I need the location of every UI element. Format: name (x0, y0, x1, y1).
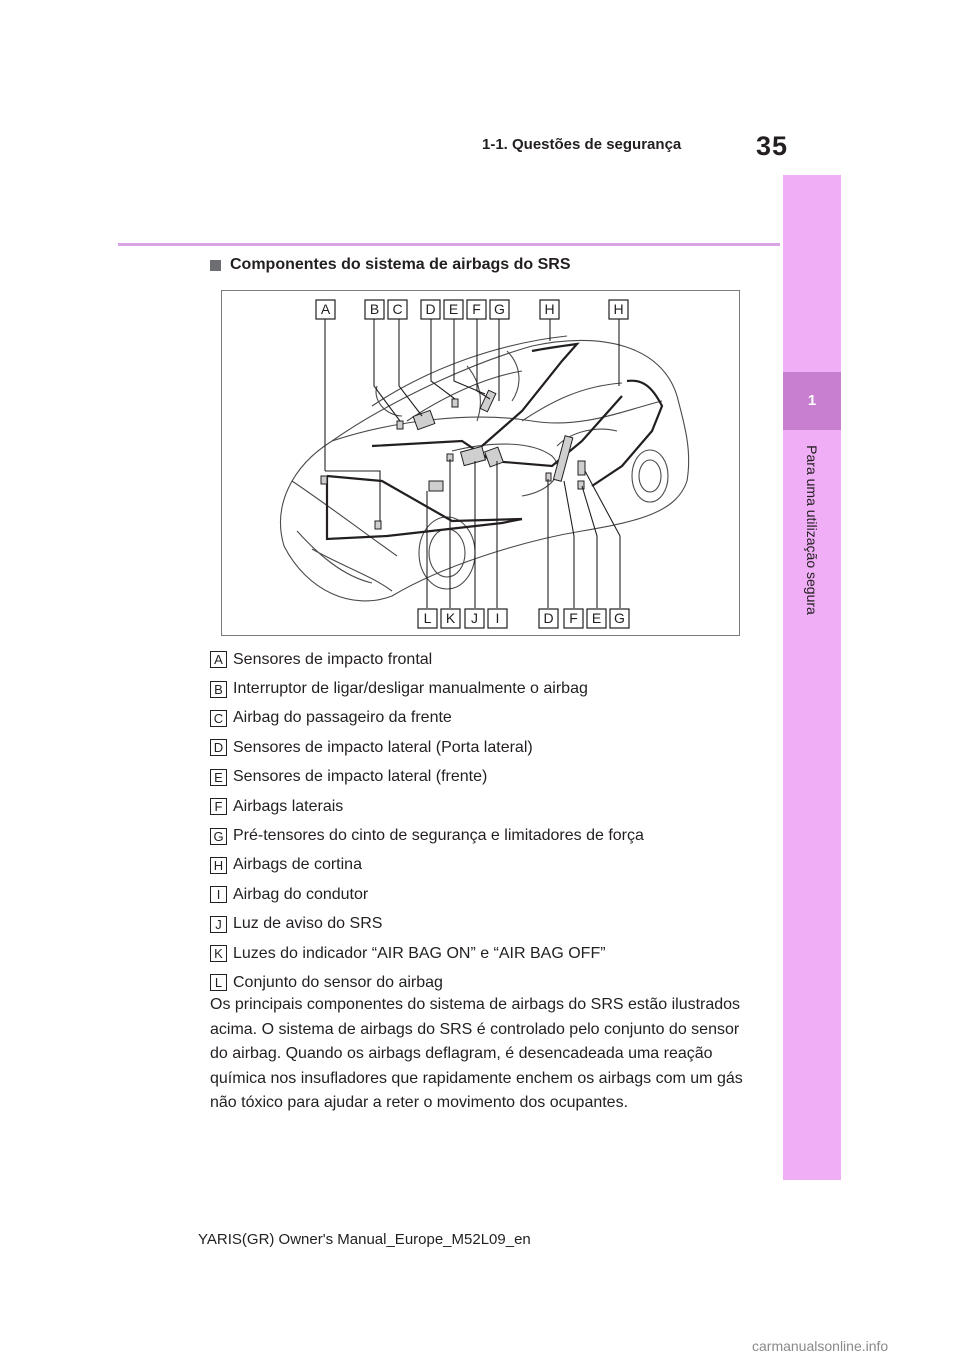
legend-item (210, 645, 770, 674)
body-paragraph: Os principais componentes do sistema de airbags do SRS estão ilustrados acima. O sistema de airbags do SRS é controlado pelo conjunto do sensor do airbag. Quando os airbags deflagram, é desencadeada uma reação química nos insufladores que rapidamente enchem os airbags com um gás não tóxico para ajudar a reter o movimento dos ocupantes. (210, 996, 743, 1111)
diagram-label-g (490, 300, 509, 319)
srs-wiring (327, 344, 662, 539)
heading-square-icon (210, 260, 221, 271)
diagram-label-i (488, 609, 507, 628)
legend-text: Interruptor de ligar/desligar manualmente o airbag (233, 680, 588, 698)
svg-text:E: E (591, 610, 602, 626)
legend-letter: F (210, 798, 227, 815)
legend-text: Airbags laterais (233, 797, 344, 815)
srs-diagram (221, 290, 740, 636)
svg-text:F: F (472, 301, 481, 317)
section-heading-text: Componentes do sistema de airbags do SRS (230, 256, 571, 273)
legend-item (210, 704, 770, 733)
legend-letter: A (210, 651, 227, 668)
legend-letter: D (210, 739, 227, 756)
svg-text:E: E (448, 301, 459, 317)
legend-item (210, 792, 770, 821)
legend-letter: K (210, 945, 227, 962)
legend-text: Airbag do passageiro da frente (233, 709, 452, 727)
svg-text:L: L (423, 610, 432, 626)
legend-letter: I (210, 886, 227, 903)
diagram-label-g-2 (610, 609, 629, 628)
diagram-label-a (316, 300, 335, 319)
legend-text: Luz de aviso do SRS (233, 915, 383, 933)
svg-text:B: B (369, 301, 380, 317)
section-title: 1-1. Questões de segurança (482, 136, 682, 153)
srs-components (321, 390, 585, 529)
diagram-label-e-2 (587, 609, 606, 628)
diagram-label-j (465, 609, 484, 628)
chapter-side-tab (783, 175, 841, 1180)
legend-text: Sensores de impacto lateral (Porta lateral) (233, 738, 533, 756)
chapter-number: 1 (807, 392, 817, 409)
legend-item (210, 939, 770, 968)
legend-item (210, 674, 770, 703)
legend-text: Sensores de impacto lateral (frente) (233, 768, 488, 786)
legend-item (210, 851, 770, 880)
svg-text:D: D (425, 301, 436, 317)
diagram-label-h-2 (609, 300, 628, 319)
diagram-bottom-labels (418, 609, 629, 628)
diagram-label-f-2 (564, 609, 583, 628)
svg-text:G: G (494, 301, 505, 317)
diagram-label-l (418, 609, 437, 628)
legend-text: Airbags de cortina (233, 856, 362, 874)
legend-item (210, 733, 770, 762)
diagram-label-f (467, 300, 486, 319)
legend-item (210, 910, 770, 939)
legend-text: Pré-tensores do cinto de segurança e limitadores de força (233, 827, 644, 845)
footer-manual-id: YARIS(GR) Owner's Manual_Europe_M52L09_en (198, 1231, 531, 1248)
legend-item (210, 821, 770, 850)
legend-letter: H (210, 857, 227, 874)
legend-letter: B (210, 681, 227, 698)
diagram-label-c (388, 300, 407, 319)
svg-text:C: C (392, 301, 403, 317)
watermark: carmanualsonline.info (752, 1338, 889, 1354)
srs-car-illustration (222, 291, 739, 635)
legend-text: Sensores de impacto frontal (233, 650, 433, 668)
header-divider (118, 243, 780, 246)
legend-letter: J (210, 916, 227, 933)
diagram-label-d (421, 300, 440, 319)
diagram-label-d-2 (539, 609, 558, 628)
diagram-top-labels (316, 300, 628, 319)
svg-text:F: F (569, 610, 578, 626)
diagram-label-h-1 (540, 300, 559, 319)
legend-letter: E (210, 769, 227, 786)
car-outline (281, 336, 689, 601)
svg-text:H: H (613, 301, 624, 317)
svg-text:A: A (320, 301, 331, 317)
legend-letter: L (210, 974, 227, 991)
svg-text:I: I (495, 610, 500, 626)
svg-text:D: D (543, 610, 554, 626)
legend-item (210, 763, 770, 792)
page-number: 35 (756, 131, 789, 161)
legend-text: Airbag do condutor (233, 885, 369, 903)
legend-letter: C (210, 710, 227, 727)
legend-letter: G (210, 828, 227, 845)
component-legend (210, 645, 770, 998)
legend-text: Conjunto do sensor do airbag (233, 973, 443, 991)
svg-text:H: H (544, 301, 555, 317)
diagram-label-k (441, 609, 460, 628)
legend-item (210, 880, 770, 909)
diagram-label-b (365, 300, 384, 319)
diagram-label-e (444, 300, 463, 319)
chapter-title: Para uma utilização segura (804, 445, 820, 615)
section-heading (210, 256, 571, 274)
svg-text:G: G (614, 610, 625, 626)
svg-text:J: J (471, 610, 478, 626)
svg-text:K: K (445, 610, 456, 626)
legend-text: Luzes do indicador “AIR BAG ON” e “AIR BAG OFF” (233, 944, 606, 962)
